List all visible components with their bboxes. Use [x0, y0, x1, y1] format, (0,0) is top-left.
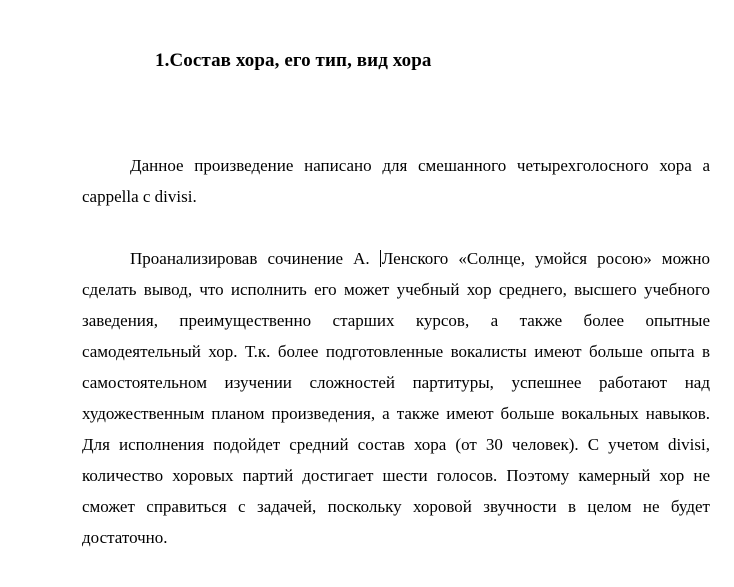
paragraph-2[interactable] [82, 243, 710, 553]
heading-paragraph-gap [82, 72, 710, 150]
text-cursor-caret [380, 250, 381, 267]
page-title: 1.Состав хора, его тип, вид хора [155, 50, 432, 71]
paragraph-1[interactable]: Данное произведение написано для смешанного четырехголосного хора a cappella c divisi. [82, 156, 710, 206]
paragraph-2-text-before-caret: Проанализировав сочинение А. [130, 249, 380, 268]
document-body[interactable] [82, 0, 710, 553]
paragraph-2-text-after-caret: Ленского «Солнце, умойся росою» можно сделать вывод, что исполнить его может учебный хор среднего, высшего учебного заведения, преимущественно старших курсов, а также более опытные самодеятельный хор. Т.к. более подготовленные вокалисты имеют больше опыта в самостоятельном изучении сложностей партитуры, успешнее работают над художественным планом произведения, а также имеют больше вокальных навыков. Для исполнения подойдет средний состав хора (от 30 человек). С учетом divisi, количество хоровых партий достигает шести голосов. Поэтому камерный хор не сможет справиться с задачей, поскольку хоровой звучности в целом не будет достаточно. [82, 249, 710, 547]
